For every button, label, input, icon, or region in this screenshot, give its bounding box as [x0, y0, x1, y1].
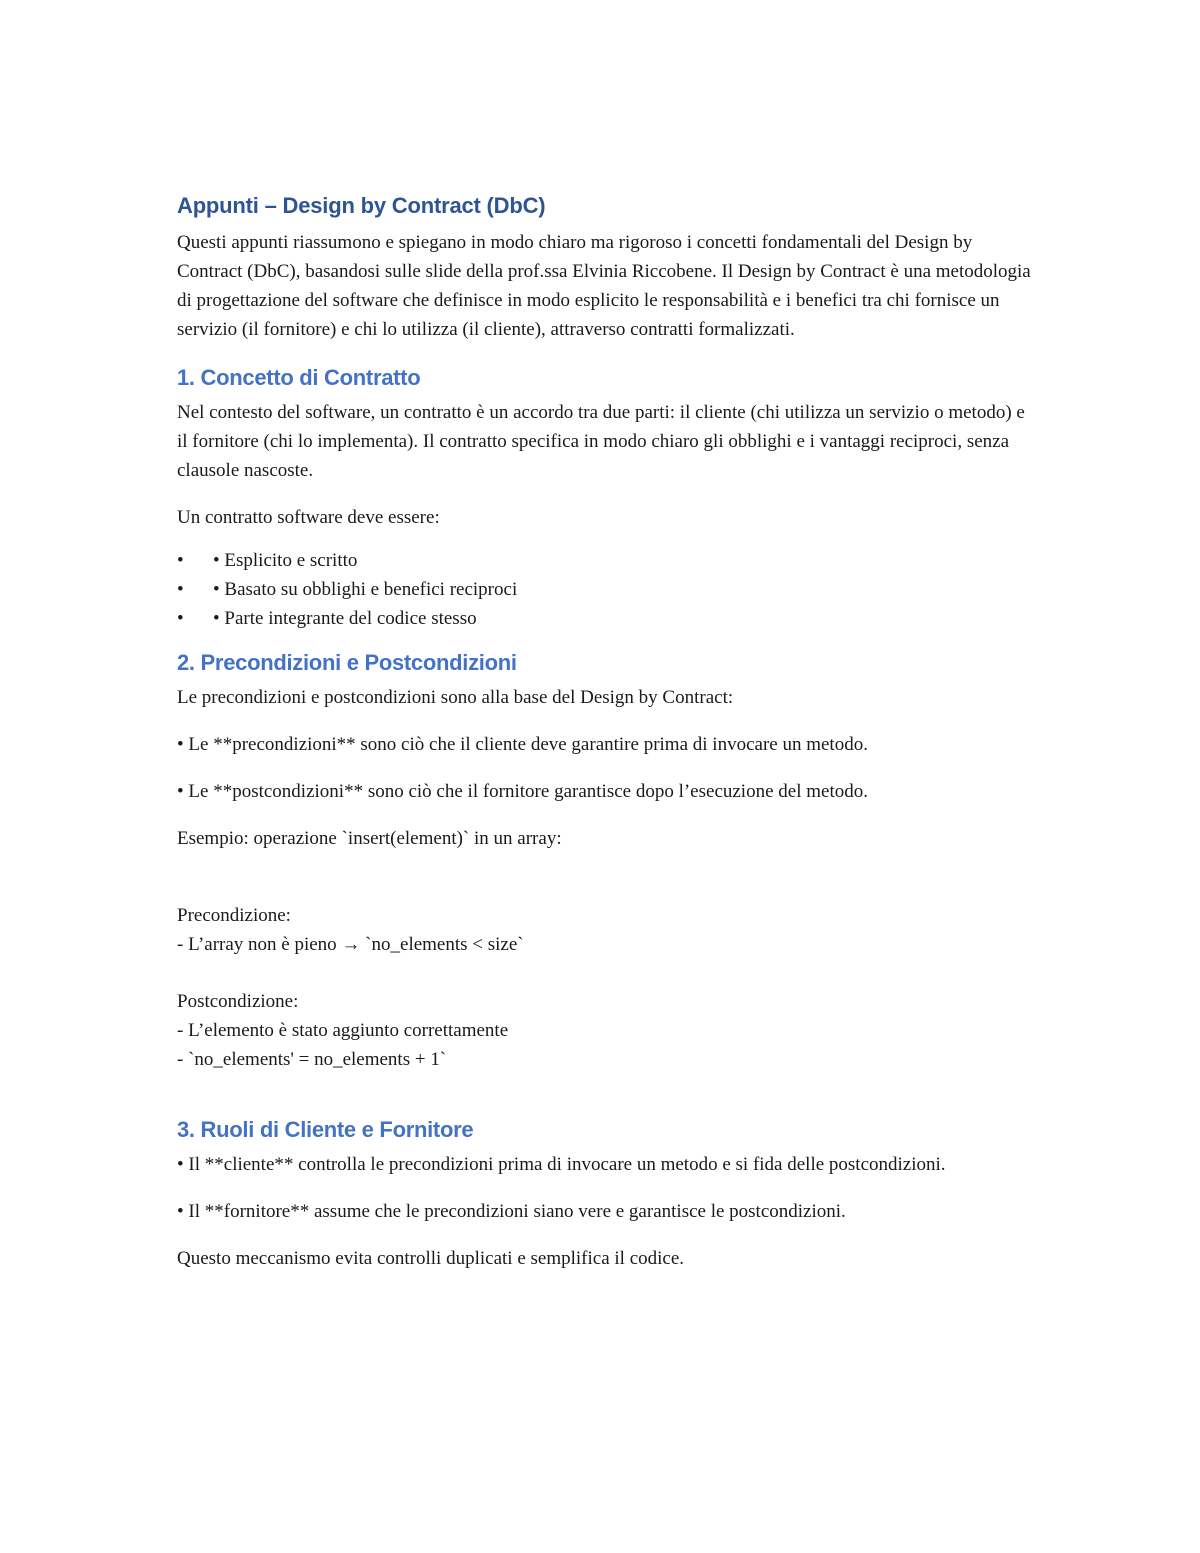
- section-3-point-1: • Il **cliente** controlla le precondizioni prima di invocare un metodo e si fida delle postcondizioni.: [177, 1154, 946, 1175]
- precondition-label: Precondizione:: [177, 905, 291, 926]
- precondition-line: - L’array non è pieno → `no_elements < size`: [177, 934, 524, 955]
- list-item: [177, 604, 1037, 633]
- bullet-icon: •: [177, 550, 184, 571]
- section-1-list-intro: Un contratto software deve essere:: [177, 507, 440, 528]
- section-3-point-2: • Il **fornitore** assume che le precondizioni siano vere e garantisce le postcondizioni.: [177, 1201, 846, 1222]
- section-2-heading: 2. Precondizioni e Postcondizioni: [177, 650, 517, 675]
- intro-paragraph: Questi appunti riassumono e spiegano in modo chiaro ma rigoroso i concetti fondamentali del Design by Contract (DbC), basandosi sulle slide della prof.ssa Elvinia Riccobene. Il Design by Contract è una metodologia di progettazione del software che definisce in modo esplicito le responsabilità e i benefici tra chi fornisce un servizio (il fornitore) e chi lo utilizza (il cliente), attraverso contratti formalizzati.: [177, 232, 1031, 340]
- section-2-intro: Le precondizioni e postcondizioni sono alla base del Design by Contract:: [177, 687, 734, 708]
- section-2-point-2: • Le **postcondizioni** sono ciò che il fornitore garantisce dopo l’esecuzione del metodo.: [177, 781, 868, 802]
- list-item: [177, 546, 1037, 575]
- document-title: Appunti – Design by Contract (DbC): [177, 193, 546, 218]
- section-2-example: Esempio: operazione `insert(element)` in un array:: [177, 828, 562, 849]
- postcondition-line-2: - `no_elements' = no_elements + 1`: [177, 1049, 447, 1070]
- postcondition-label: Postcondizione:: [177, 991, 299, 1012]
- postcondition-line-1: - L’elemento è stato aggiunto correttamente: [177, 1020, 509, 1041]
- document-page: [177, 190, 1037, 1273]
- list-item: [177, 575, 1037, 604]
- list-item-text: • Esplicito e scritto: [213, 550, 358, 571]
- section-3-heading: 3. Ruoli di Cliente e Fornitore: [177, 1117, 474, 1142]
- section-1-list: [177, 546, 1037, 633]
- section-2-point-1: • Le **precondizioni** sono ciò che il cliente deve garantire prima di invocare un metodo.: [177, 734, 868, 755]
- bullet-icon: •: [177, 579, 184, 600]
- spacer: [177, 853, 1037, 881]
- spacer: [177, 1074, 1037, 1102]
- section-1-heading: 1. Concetto di Contratto: [177, 365, 421, 390]
- list-item-text: • Parte integrante del codice stesso: [213, 608, 477, 629]
- bullet-icon: •: [177, 608, 184, 629]
- list-item-text: • Basato su obblighi e benefici reciproci: [213, 579, 518, 600]
- section-1-paragraph: Nel contesto del software, un contratto è un accordo tra due parti: il cliente (chi utilizza un servizio o metodo) e il fornitore (chi lo implementa). Il contratto specifica in modo chiaro gli obblighi e i vantaggi reciproci, senza clausole nascoste.: [177, 402, 1025, 481]
- spacer: [177, 959, 1037, 987]
- section-3-closing: Questo meccanismo evita controlli duplicati e semplifica il codice.: [177, 1248, 685, 1269]
